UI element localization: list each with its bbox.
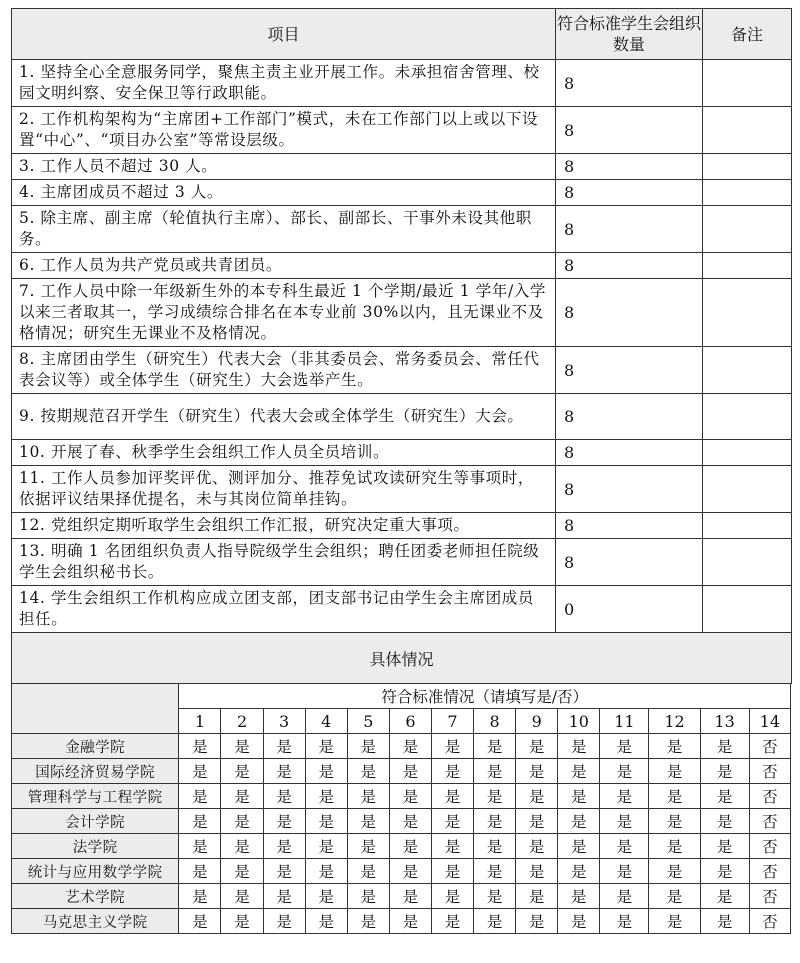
criterion-row	[12, 206, 792, 253]
criterion-count: 8	[556, 440, 703, 466]
compliance-cell: 是	[600, 734, 649, 759]
compliance-cell: 是	[305, 784, 347, 809]
compliance-cell: 是	[305, 759, 347, 784]
compliance-cell: 是	[516, 784, 558, 809]
compliance-cell: 是	[649, 884, 700, 909]
compliance-cell: 是	[558, 909, 600, 934]
criterion-count: 8	[556, 206, 703, 253]
compliance-cell: 是	[474, 859, 516, 884]
criterion-row	[12, 539, 792, 586]
compliance-cell: 是	[221, 809, 263, 834]
compliance-cell: 是	[558, 884, 600, 909]
criterion-note	[703, 180, 792, 206]
standard-label-row	[12, 684, 791, 709]
compliance-cell: 是	[263, 884, 305, 909]
college-row	[12, 784, 791, 809]
compliance-cell: 是	[516, 834, 558, 859]
criterion-row	[12, 440, 792, 466]
criterion-count: 8	[556, 279, 703, 347]
compliance-cell: 是	[347, 834, 389, 859]
criterion-row	[12, 347, 792, 394]
compliance-cell: 是	[263, 834, 305, 859]
criterion-index: 1	[179, 709, 221, 734]
criterion-text: 1. 坚持全心全意服务同学，聚焦主责主业开展工作。未承担宿舍管理、校园文明纠察、安全保卫等行政职能。	[12, 60, 556, 107]
compliance-cell: 是	[431, 859, 473, 884]
compliance-cell: 是	[474, 884, 516, 909]
compliance-cell: 否	[749, 909, 790, 934]
criterion-index: 5	[347, 709, 389, 734]
college-header-blank	[12, 684, 179, 734]
criteria-table	[11, 8, 792, 684]
compliance-cell: 是	[263, 859, 305, 884]
criterion-note	[703, 394, 792, 440]
compliance-cell: 是	[305, 734, 347, 759]
criterion-row	[12, 279, 792, 347]
college-name: 金融学院	[12, 734, 179, 759]
compliance-cell: 是	[431, 834, 473, 859]
compliance-cell: 是	[600, 834, 649, 859]
college-name: 马克思主义学院	[12, 909, 179, 934]
compliance-cell: 是	[305, 809, 347, 834]
compliance-cell: 否	[749, 809, 790, 834]
compliance-cell: 是	[474, 784, 516, 809]
criterion-row	[12, 466, 792, 513]
compliance-cell: 是	[649, 834, 700, 859]
criterion-row	[12, 586, 792, 633]
report-document	[11, 8, 791, 934]
criterion-index: 2	[221, 709, 263, 734]
criterion-index: 10	[558, 709, 600, 734]
criterion-text: 8. 主席团由学生（研究生）代表大会（非其委员会、常务委员会、常任代表会议等）或全体学生（研究生）大会选举产生。	[12, 347, 556, 394]
compliance-cell: 是	[600, 759, 649, 784]
compliance-cell: 是	[263, 759, 305, 784]
compliance-cell: 是	[221, 909, 263, 934]
criterion-count: 8	[556, 466, 703, 513]
compliance-cell: 否	[749, 734, 790, 759]
compliance-cell: 是	[649, 734, 700, 759]
compliance-cell: 是	[389, 884, 431, 909]
criterion-note	[703, 513, 792, 539]
compliance-cell: 是	[649, 784, 700, 809]
compliance-cell: 是	[600, 909, 649, 934]
compliance-cell: 是	[389, 809, 431, 834]
criterion-row	[12, 513, 792, 539]
count-column-header: 符合标准学生会组织数量	[556, 9, 703, 60]
compliance-cell: 是	[600, 809, 649, 834]
compliance-cell: 是	[305, 834, 347, 859]
compliance-cell: 是	[389, 909, 431, 934]
standard-label: 符合标准情况（请填写是/否）	[179, 684, 791, 709]
criterion-row	[12, 154, 792, 180]
criterion-index: 13	[700, 709, 749, 734]
compliance-cell: 是	[700, 734, 749, 759]
criterion-text: 14. 学生会组织工作机构应成立团支部，团支部书记由学生会主席团成员担任。	[12, 586, 556, 633]
compliance-cell: 是	[179, 734, 221, 759]
criterion-note	[703, 466, 792, 513]
college-name: 艺术学院	[12, 884, 179, 909]
compliance-cell: 是	[389, 734, 431, 759]
criterion-text: 6. 工作人员为共产党员或共青团员。	[12, 253, 556, 279]
compliance-cell: 是	[700, 784, 749, 809]
compliance-cell: 否	[749, 859, 790, 884]
criterion-text: 10. 开展了春、秋季学生会组织工作人员全员培训。	[12, 440, 556, 466]
compliance-cell: 是	[263, 809, 305, 834]
college-name: 法学院	[12, 834, 179, 859]
compliance-cell: 是	[221, 859, 263, 884]
college-name: 统计与应用数学学院	[12, 859, 179, 884]
compliance-cell: 是	[347, 759, 389, 784]
compliance-cell: 是	[431, 809, 473, 834]
criterion-text: 4. 主席团成员不超过 3 人。	[12, 180, 556, 206]
compliance-cell: 是	[179, 759, 221, 784]
criterion-text: 12. 党组织定期听取学生会组织工作汇报，研究决定重大事项。	[12, 513, 556, 539]
compliance-cell: 是	[347, 809, 389, 834]
compliance-cell: 是	[221, 834, 263, 859]
compliance-cell: 是	[516, 909, 558, 934]
compliance-cell: 是	[431, 734, 473, 759]
criterion-count: 8	[556, 107, 703, 154]
criteria-header-row	[12, 9, 792, 60]
compliance-cell: 是	[221, 734, 263, 759]
compliance-cell: 是	[305, 909, 347, 934]
criterion-index: 7	[431, 709, 473, 734]
criterion-count: 8	[556, 154, 703, 180]
compliance-cell: 是	[263, 784, 305, 809]
criterion-text: 3. 工作人员不超过 30 人。	[12, 154, 556, 180]
criterion-text: 11. 工作人员参加评奖评优、测评加分、推荐免试攻读研究生等事项时，依据评议结果择优提名，未与其岗位简单挂钩。	[12, 466, 556, 513]
details-section-title: 具体情况	[12, 633, 792, 684]
criterion-text: 13. 明确 1 名团组织负责人指导院级学生会组织；聘任团委老师担任院级学生会组织秘书长。	[12, 539, 556, 586]
compliance-cell: 是	[431, 759, 473, 784]
college-row	[12, 834, 791, 859]
compliance-cell: 是	[474, 909, 516, 934]
criterion-text: 9. 按期规范召开学生（研究生）代表大会或全体学生（研究生）大会。	[12, 394, 556, 440]
compliance-cell: 是	[179, 859, 221, 884]
college-row	[12, 909, 791, 934]
criterion-note	[703, 253, 792, 279]
compliance-cell: 是	[431, 784, 473, 809]
compliance-cell: 是	[221, 884, 263, 909]
note-column-header: 备注	[703, 9, 792, 60]
compliance-cell: 否	[749, 884, 790, 909]
college-name: 会计学院	[12, 809, 179, 834]
criterion-note	[703, 154, 792, 180]
compliance-cell: 是	[179, 809, 221, 834]
compliance-cell: 是	[700, 909, 749, 934]
criterion-row	[12, 253, 792, 279]
compliance-cell: 是	[649, 859, 700, 884]
compliance-cell: 是	[700, 759, 749, 784]
compliance-cell: 是	[700, 884, 749, 909]
compliance-cell: 是	[179, 784, 221, 809]
college-row	[12, 759, 791, 784]
criterion-text: 7. 工作人员中除一年级新生外的本专科生最近 1 个学期/最近 1 学年/入学以来三者取其一，学习成绩综合排名在本专业前 30%以内，且无课业不及格情况；研究生无课业不及格情况。	[12, 279, 556, 347]
criterion-text: 2. 工作机构架构为“主席团+工作部门”模式，未在工作部门以上或以下设置“中心”、“项目办公室”等常设层级。	[12, 107, 556, 154]
compliance-cell: 是	[347, 909, 389, 934]
compliance-cell: 是	[558, 759, 600, 784]
college-row	[12, 809, 791, 834]
compliance-cell: 是	[600, 884, 649, 909]
compliance-cell: 是	[649, 909, 700, 934]
compliance-cell: 是	[347, 784, 389, 809]
criterion-note	[703, 586, 792, 633]
compliance-cell: 是	[474, 834, 516, 859]
compliance-cell: 是	[389, 784, 431, 809]
compliance-cell: 是	[389, 834, 431, 859]
compliance-cell: 是	[179, 884, 221, 909]
compliance-cell: 是	[347, 859, 389, 884]
criterion-count: 8	[556, 513, 703, 539]
compliance-cell: 是	[516, 884, 558, 909]
compliance-cell: 是	[558, 809, 600, 834]
details-section-row	[12, 633, 792, 684]
compliance-cell: 是	[305, 859, 347, 884]
college-row	[12, 859, 791, 884]
criterion-count: 8	[556, 347, 703, 394]
criterion-row	[12, 60, 792, 107]
criterion-note	[703, 279, 792, 347]
compliance-cell: 是	[179, 909, 221, 934]
compliance-cell: 是	[649, 759, 700, 784]
college-name: 国际经济贸易学院	[12, 759, 179, 784]
compliance-cell: 是	[263, 909, 305, 934]
compliance-cell: 是	[600, 784, 649, 809]
compliance-cell: 是	[558, 734, 600, 759]
compliance-cell: 否	[749, 834, 790, 859]
compliance-cell: 是	[389, 859, 431, 884]
criterion-note	[703, 107, 792, 154]
criterion-row	[12, 180, 792, 206]
criterion-index: 12	[649, 709, 700, 734]
criterion-row	[12, 107, 792, 154]
criterion-count: 8	[556, 180, 703, 206]
compliance-cell: 是	[558, 834, 600, 859]
criterion-note	[703, 60, 792, 107]
compliance-cell: 是	[558, 784, 600, 809]
compliance-cell: 否	[749, 759, 790, 784]
criterion-count: 8	[556, 60, 703, 107]
criterion-index: 9	[516, 709, 558, 734]
compliance-cell: 是	[516, 809, 558, 834]
compliance-cell: 是	[700, 834, 749, 859]
criterion-row	[12, 394, 792, 440]
compliance-cell: 是	[347, 734, 389, 759]
criterion-note	[703, 206, 792, 253]
compliance-cell: 否	[749, 784, 790, 809]
college-table	[11, 683, 791, 934]
criterion-note	[703, 539, 792, 586]
criteria-body	[12, 60, 792, 633]
college-body	[12, 734, 791, 934]
compliance-cell: 是	[389, 759, 431, 784]
compliance-cell: 是	[516, 759, 558, 784]
compliance-cell: 是	[516, 859, 558, 884]
compliance-cell: 是	[431, 884, 473, 909]
criterion-index: 8	[474, 709, 516, 734]
college-row	[12, 734, 791, 759]
item-column-header: 项目	[12, 9, 556, 60]
compliance-cell: 是	[474, 809, 516, 834]
compliance-cell: 是	[305, 884, 347, 909]
compliance-cell: 是	[700, 859, 749, 884]
criterion-index: 3	[263, 709, 305, 734]
criterion-index: 6	[389, 709, 431, 734]
criterion-count: 8	[556, 394, 703, 440]
compliance-cell: 是	[474, 734, 516, 759]
compliance-cell: 是	[558, 859, 600, 884]
compliance-cell: 是	[474, 759, 516, 784]
compliance-cell: 是	[516, 734, 558, 759]
criterion-index: 4	[305, 709, 347, 734]
criterion-index: 14	[749, 709, 790, 734]
compliance-cell: 是	[221, 759, 263, 784]
criterion-note	[703, 347, 792, 394]
compliance-cell: 是	[700, 809, 749, 834]
criterion-text: 5. 除主席、副主席（轮值执行主席）、部长、副部长、干事外未设其他职务。	[12, 206, 556, 253]
criterion-index: 11	[600, 709, 649, 734]
criterion-count: 0	[556, 586, 703, 633]
compliance-cell: 是	[600, 859, 649, 884]
college-name: 管理科学与工程学院	[12, 784, 179, 809]
criterion-note	[703, 440, 792, 466]
compliance-cell: 是	[179, 834, 221, 859]
compliance-cell: 是	[649, 809, 700, 834]
compliance-cell: 是	[431, 909, 473, 934]
criterion-count: 8	[556, 539, 703, 586]
compliance-cell: 是	[347, 884, 389, 909]
college-row	[12, 884, 791, 909]
criterion-count: 8	[556, 253, 703, 279]
compliance-cell: 是	[221, 784, 263, 809]
compliance-cell: 是	[263, 734, 305, 759]
